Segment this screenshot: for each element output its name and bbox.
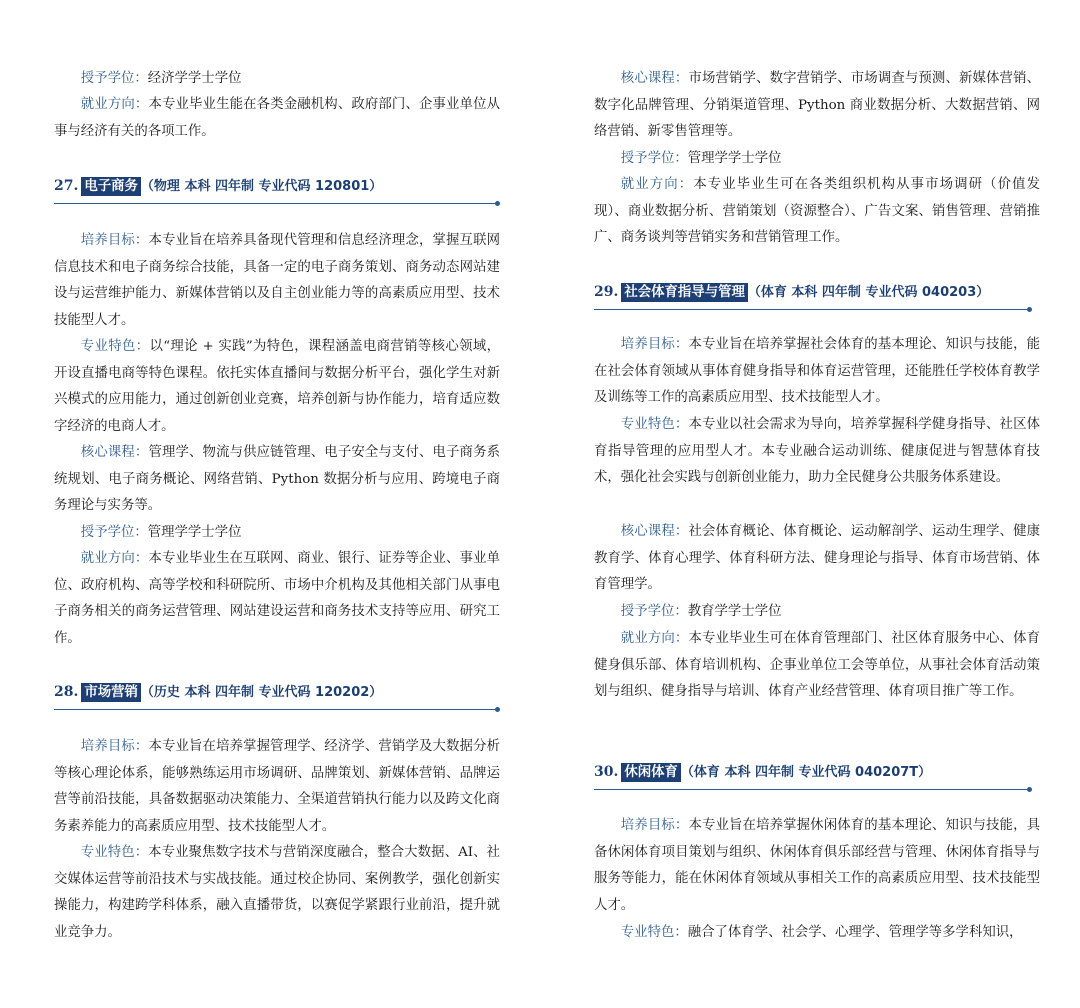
major-name: 电子商务 [81, 177, 141, 196]
major-name: 休闲体育 [621, 763, 681, 782]
text: 本专业聚焦数字技术与营销深度融合，整合大数据、AI、社交媒体运营等前沿技术与实战技能。通过校企协同、案例教学，强化创新实操能力，构建跨学科体系，融入直播带货，以赛促学紧跟行业前沿，提升就业竞争力。 [54, 845, 500, 940]
label: 授予学位： [80, 71, 148, 86]
label: 专业特色： [80, 845, 149, 860]
label: 培养目标： [620, 337, 689, 352]
text: 管理学学士学位 [147, 525, 242, 540]
major-heading-28 [54, 680, 498, 705]
major-number: 27. [54, 178, 79, 194]
label: 核心课程： [80, 445, 149, 460]
paragraph-goal [594, 332, 1040, 412]
text: 管理学、物流与供应链管理、电子安全与支付、电子商务系统规划、电子商务概论、网络营销、Python 数据分析与应用、跨境电子商务理论与实务等。 [54, 445, 501, 514]
label: 就业方向： [620, 631, 689, 646]
paragraph-degree [54, 66, 500, 93]
text: 本专业旨在培养掌握休闲体育的基本理论、知识与技能，具备休闲体育项目策划与组织、休闲体育俱乐部经营与管理、休闲体育指导与服务等能力，能在休闲体育领域从事相关工作的高素质应用型、技术技能型人才。 [594, 818, 1041, 913]
label: 培养目标： [80, 739, 149, 754]
paragraph-employment [594, 172, 1040, 252]
label: 培养目标： [80, 233, 149, 248]
paragraph-employment [54, 92, 500, 145]
major-info: （体育 本科 四年制 专业代码 040207T） [680, 765, 932, 780]
text: 本专业旨在培养具备现代管理和信息经济理念，掌握互联网信息技术和电子商务综合技能，具备一定的电子商务策划、商务动态网站建设与运营维护能力、新媒体营销以及自主创业能力等的高素质应用型、技术技能型人才。 [54, 233, 501, 328]
label: 专业特色： [80, 339, 150, 354]
label: 培养目标： [620, 818, 689, 833]
heading-rule [54, 709, 498, 711]
text: 本专业旨在培养掌握管理学、经济学、营销学及大数据分析等核心理论体系，能够熟练运用市场调研、品牌策划、新媒体营销、品牌运营等前沿技能，具备数据驱动决策能力、全渠道营销执行能力以及跨文化商务素养能力的高素质应用型、技术技能型人才。 [54, 739, 501, 834]
paragraph-feature [54, 840, 500, 946]
paragraph-goal [54, 228, 500, 334]
paragraph-courses [594, 519, 1040, 599]
major-info: （体育 本科 四年制 专业代码 040203） [747, 285, 990, 300]
label: 专业特色： [620, 417, 689, 432]
paragraph-employment [594, 626, 1040, 706]
major-heading-27 [54, 174, 498, 199]
major-number: 28. [54, 684, 79, 700]
label: 核心课程： [620, 524, 689, 539]
paragraph-employment [54, 546, 500, 652]
text: 本专业旨在培养掌握社会体育的基本理论、知识与技能，能在社会体育领域从事体育健身指导和体育运营管理，还能胜任学校体育教学及训练等工作的高素质应用型、技术技能型人才。 [594, 337, 1041, 406]
text: 融合了体育学、社会学、心理学、管理学等多学科知识， [687, 925, 1023, 940]
paragraph-courses [594, 66, 1040, 146]
major-info: （历史 本科 四年制 专业代码 120202） [140, 685, 383, 700]
major-name: 市场营销 [81, 683, 141, 702]
label: 就业方向： [80, 551, 149, 566]
paragraph-courses [54, 440, 500, 520]
label: 授予学位： [620, 604, 688, 619]
heading-rule [594, 789, 1030, 791]
text: 市场营销学、数字营销学、市场调查与预测、新媒体营销、数字化品牌管理、分销渠道管理、Python 商业数据分析、大数据营销、网络营销、新零售管理等。 [594, 71, 1041, 140]
text: 社会体育概论、体育概论、运动解剖学、运动生理学、健康教育学、体育心理学、体育科研方法、健身理论与指导、体育市场营销、体育管理学。 [594, 524, 1041, 593]
heading-rule [54, 203, 498, 205]
text: 本专业毕业生能在各类金融机构、政府部门、企事业单位从事与经济有关的各项工作。 [54, 97, 501, 139]
major-name: 社会体育指导与管理 [621, 283, 748, 302]
text: 以“理论 + 实践”为特色，课程涵盖电商营销等核心领域，开设直播电商等特色课程。依托实体直播间与数据分析平台，强化学生对新兴模式的应用能力，通过创新创业竞赛，培养创新与协作能力，培育适应数字经济的电商人才。 [54, 339, 500, 434]
major-number: 30. [594, 764, 619, 780]
label: 专业特色： [620, 925, 688, 940]
label: 就业方向： [620, 177, 694, 192]
label: 授予学位： [80, 525, 148, 540]
text: 本专业以社会需求为导向，培养掌握科学健身指导、社区体育指导管理的应用型人才。本专业融合运动训练、健康促进与智慧体育技术，强化社会实践与创新创业能力，助力全民健身公共服务体系建设。 [594, 417, 1041, 486]
major-heading-30 [594, 760, 1030, 785]
label: 就业方向： [80, 97, 149, 112]
text: 本专业毕业生在互联网、商业、银行、证券等企业、事业单位、政府机构、高等学校和科研院所、市场中介机构及其他相关部门从事电子商务相关的商务运营管理、网站建设运营和商务技术支持等应用、研究工作。 [54, 551, 501, 646]
text: 教育学学士学位 [687, 604, 782, 619]
text: 管理学学士学位 [687, 151, 782, 166]
paragraph-feature [594, 412, 1040, 492]
paragraph-feature [594, 920, 1040, 947]
text: 本专业毕业生可在各类组织机构从事市场调研（价值发现）、商业数据分析、营销策划（资源整合）、广告文案、销售管理、营销推广、商务谈判等营销实务和营销管理工作。 [594, 177, 1041, 246]
paragraph-goal [594, 813, 1040, 919]
paragraph-degree [54, 520, 500, 547]
major-heading-29 [594, 280, 1030, 305]
major-number: 29. [594, 284, 619, 300]
label: 授予学位： [620, 151, 688, 166]
paragraph-feature [54, 334, 500, 440]
paragraph-goal [54, 734, 500, 840]
major-info: （物理 本科 四年制 专业代码 120801） [140, 179, 383, 194]
text: 本专业毕业生可在体育管理部门、社区体育服务中心、体育健身俱乐部、体育培训机构、企事业单位工会等单位，从事社会体育活动策划与组织、健身指导与培训、体育产业经营管理、体育项目推广等工作。 [594, 631, 1041, 700]
heading-rule [594, 309, 1030, 311]
paragraph-degree [594, 599, 1040, 626]
paragraph-degree [594, 146, 1040, 173]
label: 核心课程： [620, 71, 689, 86]
text: 经济学学士学位 [147, 71, 242, 86]
